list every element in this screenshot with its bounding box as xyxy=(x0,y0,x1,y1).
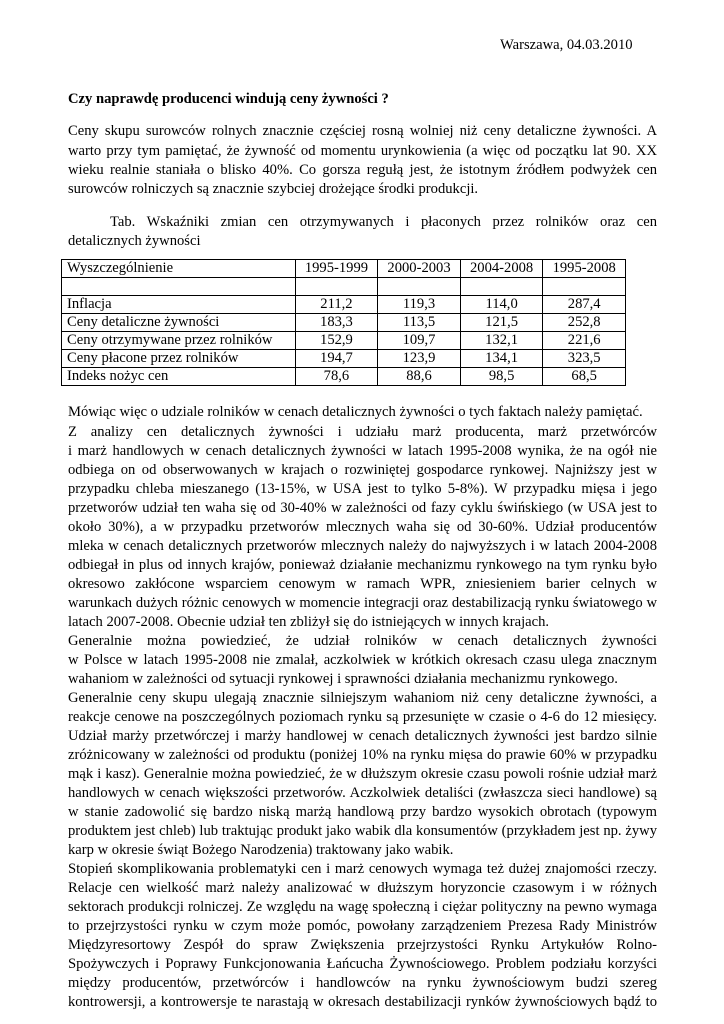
table-spacer-row xyxy=(62,278,626,296)
body-line: produktem jest chleb) lub traktując produkt jako wabik dla konsumentów (przykładem jest np. żywy xyxy=(68,823,657,839)
row-label: Indeks nożyc cen xyxy=(62,368,296,386)
body-line: Generalnie ceny skupu ulegają znacznie silniejszym wahaniom niż ceny detaliczne żywności, a xyxy=(68,690,657,706)
table-cell: 98,5 xyxy=(460,368,543,386)
body-line: odbiegał in plus od innych krajów, ponieważ działanie mechanizmu rynkowego na tym rynku było xyxy=(68,557,657,573)
row-label: Ceny detaliczne żywności xyxy=(62,314,296,332)
body-line: między producentów, przetwórców i handlowców na rynku żywnościowym budzi szereg xyxy=(68,975,657,991)
table-row xyxy=(62,332,626,350)
document-date: Warszawa, 04.03.2010 xyxy=(500,37,633,53)
body-line: latach 2007-2008. Obecnie udział ten zbliżył się do istniejących w innych krajach. xyxy=(68,614,550,630)
table-cell: 119,3 xyxy=(378,296,461,314)
body-line: Z analizy cen detalicznych żywności i udziału marż producenta, marż przetwórców xyxy=(68,424,657,440)
table-row xyxy=(62,350,626,368)
body-line: warunkach dużych różnic cenowych w momencie integracji oraz destabilizacją rynku światowego w xyxy=(68,595,657,611)
table-row xyxy=(62,368,626,386)
table-header-cell: 1995-1999 xyxy=(295,260,378,278)
table-cell: 211,2 xyxy=(295,296,378,314)
intro-line: surowców rolniczych są znacznie szybciej drożejące środki produkcji. xyxy=(68,181,479,197)
table-cell: 221,6 xyxy=(543,332,626,350)
body-line: sektorach produkcji rolniczej. Ze względu na wagę społeczną i ciężar polityczny na pewno wymaga xyxy=(68,899,657,915)
table-cell: 194,7 xyxy=(295,350,378,368)
intro-line: Ceny skupu surowców rolnych znacznie częściej rosną wolniej niż ceny detaliczne żywności. A xyxy=(68,123,657,139)
body-line: karp w okresie świąt Bożego Narodzenia) traktowany jako wabik. xyxy=(68,842,454,858)
price-index-table xyxy=(61,259,626,386)
body-line: przypadku chleba mieszanego (13-15%, w USA jest to tylko 5-8%). W przypadku mięsa i jego xyxy=(68,481,657,497)
body-line: reakcje cenowe na poszczególnych poziomach rynku są przesunięte w czasie o 4-6 do 12 miesięcy. xyxy=(68,709,657,725)
table-cell: 121,5 xyxy=(460,314,543,332)
row-label: Inflacja xyxy=(62,296,296,314)
body-line: odbiega on od obserwowanych w krajach o rozwiniętej gospodarce rynkowej. Najniższy jest w xyxy=(68,462,657,478)
table-caption: Tab. Wskaźniki zmian cen otrzymywanych i płaconych przez rolników oraz cen xyxy=(110,214,657,230)
table-header-cell: 1995-2008 xyxy=(543,260,626,278)
row-label: Ceny otrzymywane przez rolników xyxy=(62,332,296,350)
table-row xyxy=(62,314,626,332)
body-line: Udział marży przetwórczej i marży handlowej w cenach detalicznych żywności jest bardzo silnie xyxy=(68,728,657,744)
table-cell: 78,6 xyxy=(295,368,378,386)
table-cell: 252,8 xyxy=(543,314,626,332)
body-line: około 30%), a w przypadku przetworów mlecznych waha się od 30-60%. Udział producentów xyxy=(68,519,657,535)
body-line: w Polsce w latach 1995-2008 nie zmalał, aczkolwiek w krótkich okresach czasu ulega znacznym xyxy=(68,652,657,668)
body-line: przetworów udział ten waha się od 30-40% w zależności od fazy cyklu świńskiego (w USA jest to xyxy=(68,500,657,516)
intro-line: wieku realnie staniała o blisko 40%. Co gorsza regułą jest, że istotnym źródłem podwyżek cen xyxy=(68,162,657,178)
body-line: wahaniom w zależności od sytuacji rynkowej i sprawności działania mechanizmu rynkowego. xyxy=(68,671,618,687)
table-header-cell: 2004-2008 xyxy=(460,260,543,278)
table-caption-cont: detalicznych żywności xyxy=(68,233,201,249)
table-header-cell: Wyszczególnienie xyxy=(62,260,296,278)
table-cell: 183,3 xyxy=(295,314,378,332)
body-line: Generalnie można powiedzieć, że udział rolników w cenach detalicznych żywności xyxy=(68,633,657,649)
body-line: Międzyresortowy Zespół do spraw Zwiększenia przejrzystości Rynku Artykułów Rolno- xyxy=(68,937,657,953)
table-header-row xyxy=(62,260,626,278)
body-line: Relacje cen wielkość marż należy analizować w dłuższym horyzoncie czasowym i w różnych xyxy=(68,880,657,896)
table-header-cell: 2000-2003 xyxy=(378,260,461,278)
body-line: Stopień skomplikowania problematyki cen i marż cenowych wymaga też dużej znajomości rzeczy. xyxy=(68,861,657,877)
body-line: zróżnicowany w zależności od produktu (poniżej 10% na rynku mięsa do prawie 60% w przypadku xyxy=(68,747,657,763)
table-cell: 134,1 xyxy=(460,350,543,368)
body-line: i marż handlowych w cenach detalicznych żywności w latach 1995-2008 wynika, że na ogół nie xyxy=(68,443,657,459)
body-line: okresowo zakłócone wsparciem cenowym w ramach WPR, zniesieniem barier celnych w xyxy=(68,576,657,592)
table-row xyxy=(62,296,626,314)
body-line: handlowych w cenach większości przetworów. Aczkolwiek detaliści (zwłaszcza sieci handlowe) są xyxy=(68,785,657,801)
table-cell: 323,5 xyxy=(543,350,626,368)
row-label: Ceny płacone przez rolników xyxy=(62,350,296,368)
body-line: Mówiąc więc o udziale rolników w cenach detalicznych żywności o tych faktach należy pamiętać. xyxy=(68,404,643,420)
body-line: Spożywczych i Poprawy Funkcjonowania Łańcucha Żywnościowego. Problem podziału korzyści xyxy=(68,956,657,972)
table-cell: 113,5 xyxy=(378,314,461,332)
table-cell: 114,0 xyxy=(460,296,543,314)
table-cell: 109,7 xyxy=(378,332,461,350)
document-title: Czy naprawdę producenci windują ceny żywności ? xyxy=(68,91,389,107)
body-line: to przejrzystości rynku w czym może pomóc, powołany zarządzeniem Prezesa Rady Ministrów xyxy=(68,918,657,934)
table-cell: 287,4 xyxy=(543,296,626,314)
table-cell: 68,5 xyxy=(543,368,626,386)
intro-line: warto przy tym pamiętać, że żywność od momentu urynkowienia (a więc od początku lat 90. XX xyxy=(68,143,657,159)
body-line: kontrowersji, a kontrowersje te narastają w okresach destabilizacji rynków żywnościowych bądź to xyxy=(68,994,657,1010)
table-cell: 123,9 xyxy=(378,350,461,368)
body-line: mąk i kasz). Generalnie można powiedzieć, że w dłuższym okresie czasu powoli rośnie udział marż xyxy=(68,766,657,782)
body-line: mleka w cenach detalicznych przetworów mlecznych należy do najwyższych i w latach 2004-2008 xyxy=(68,538,657,554)
table-cell: 132,1 xyxy=(460,332,543,350)
table-cell: 88,6 xyxy=(378,368,461,386)
table-cell: 152,9 xyxy=(295,332,378,350)
body-line: w stanie zadowolić się bardzo niską marżą handlową przy bardzo wysokich obrotach (typowym xyxy=(68,804,657,820)
